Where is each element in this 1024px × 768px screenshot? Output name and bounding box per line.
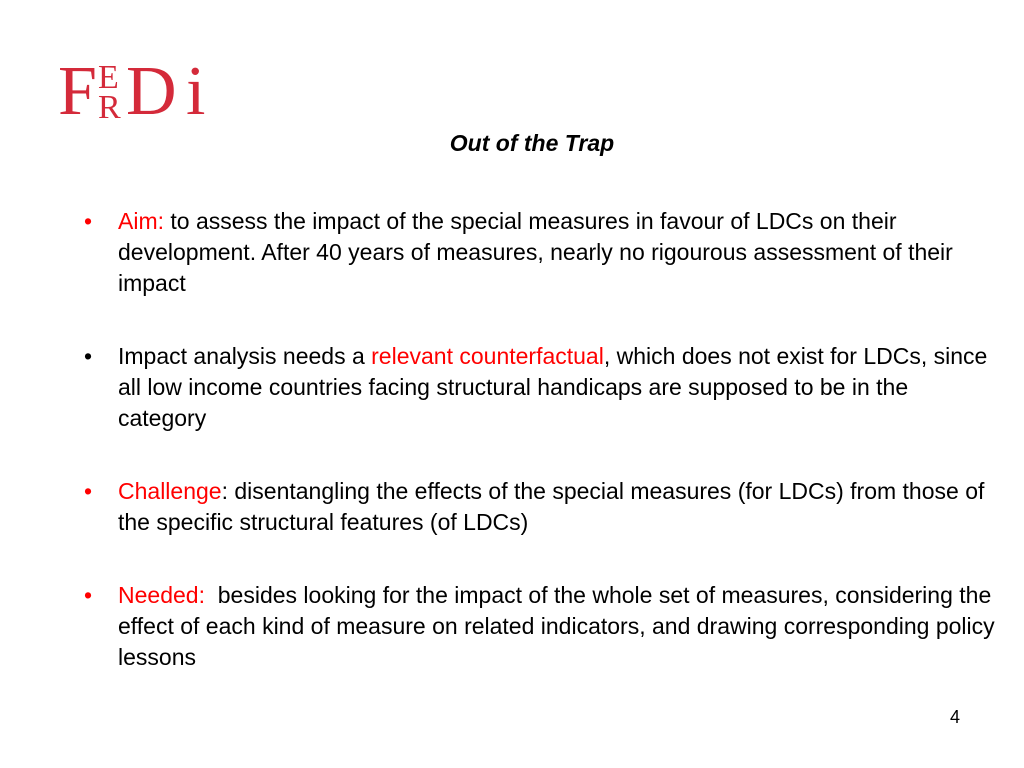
- bullet-marker: •: [84, 343, 93, 369]
- bullet-marker: •: [84, 478, 93, 504]
- bullet-item-challenge: [78, 476, 998, 538]
- bullet-list: [78, 206, 1002, 715]
- ferdi-logo: [58, 52, 224, 124]
- bullet-label: Aim:: [118, 208, 164, 234]
- bullet-text: : disentangling the effects of the special measures (for LDCs) from those of the specific structural features (of LDCs): [118, 478, 985, 535]
- bullet-label: Needed:: [118, 582, 205, 608]
- bullet-item-impact-analysis: [78, 341, 998, 434]
- svg-text:i: i: [186, 53, 206, 124]
- ferdi-logo-mark: [58, 52, 224, 124]
- bullet-marker: •: [84, 208, 93, 234]
- bullet-highlight: relevant counterfactual: [371, 343, 604, 369]
- bullet-text: , which does not exist for LDCs, since all low income countries facing structural handicaps are supposed to be in the category: [118, 343, 988, 431]
- page-number: 4: [950, 707, 961, 727]
- slide-title: Out of the Trap: [449, 130, 615, 156]
- bullet-item-needed: [78, 580, 1002, 673]
- bullet-text: to assess the impact of the special measures in favour of LDCs on their development. After 40 years of measures, nearly no rigourous assessment of their impact: [118, 208, 953, 296]
- bullet-marker: •: [84, 582, 93, 608]
- bullet-item-aim: [78, 206, 998, 299]
- bullet-text: Impact analysis needs a: [118, 343, 372, 369]
- svg-text:F: F: [58, 53, 97, 124]
- bullet-label: Challenge: [118, 478, 222, 504]
- svg-text:E: E: [98, 59, 119, 96]
- bullet-text: besides looking for the impact of the whole set of measures, considering the effect of each kind of measure on related indicators, and drawing corresponding policy lessons: [118, 582, 1002, 670]
- svg-text:R: R: [98, 89, 121, 124]
- svg-text:D: D: [126, 53, 177, 124]
